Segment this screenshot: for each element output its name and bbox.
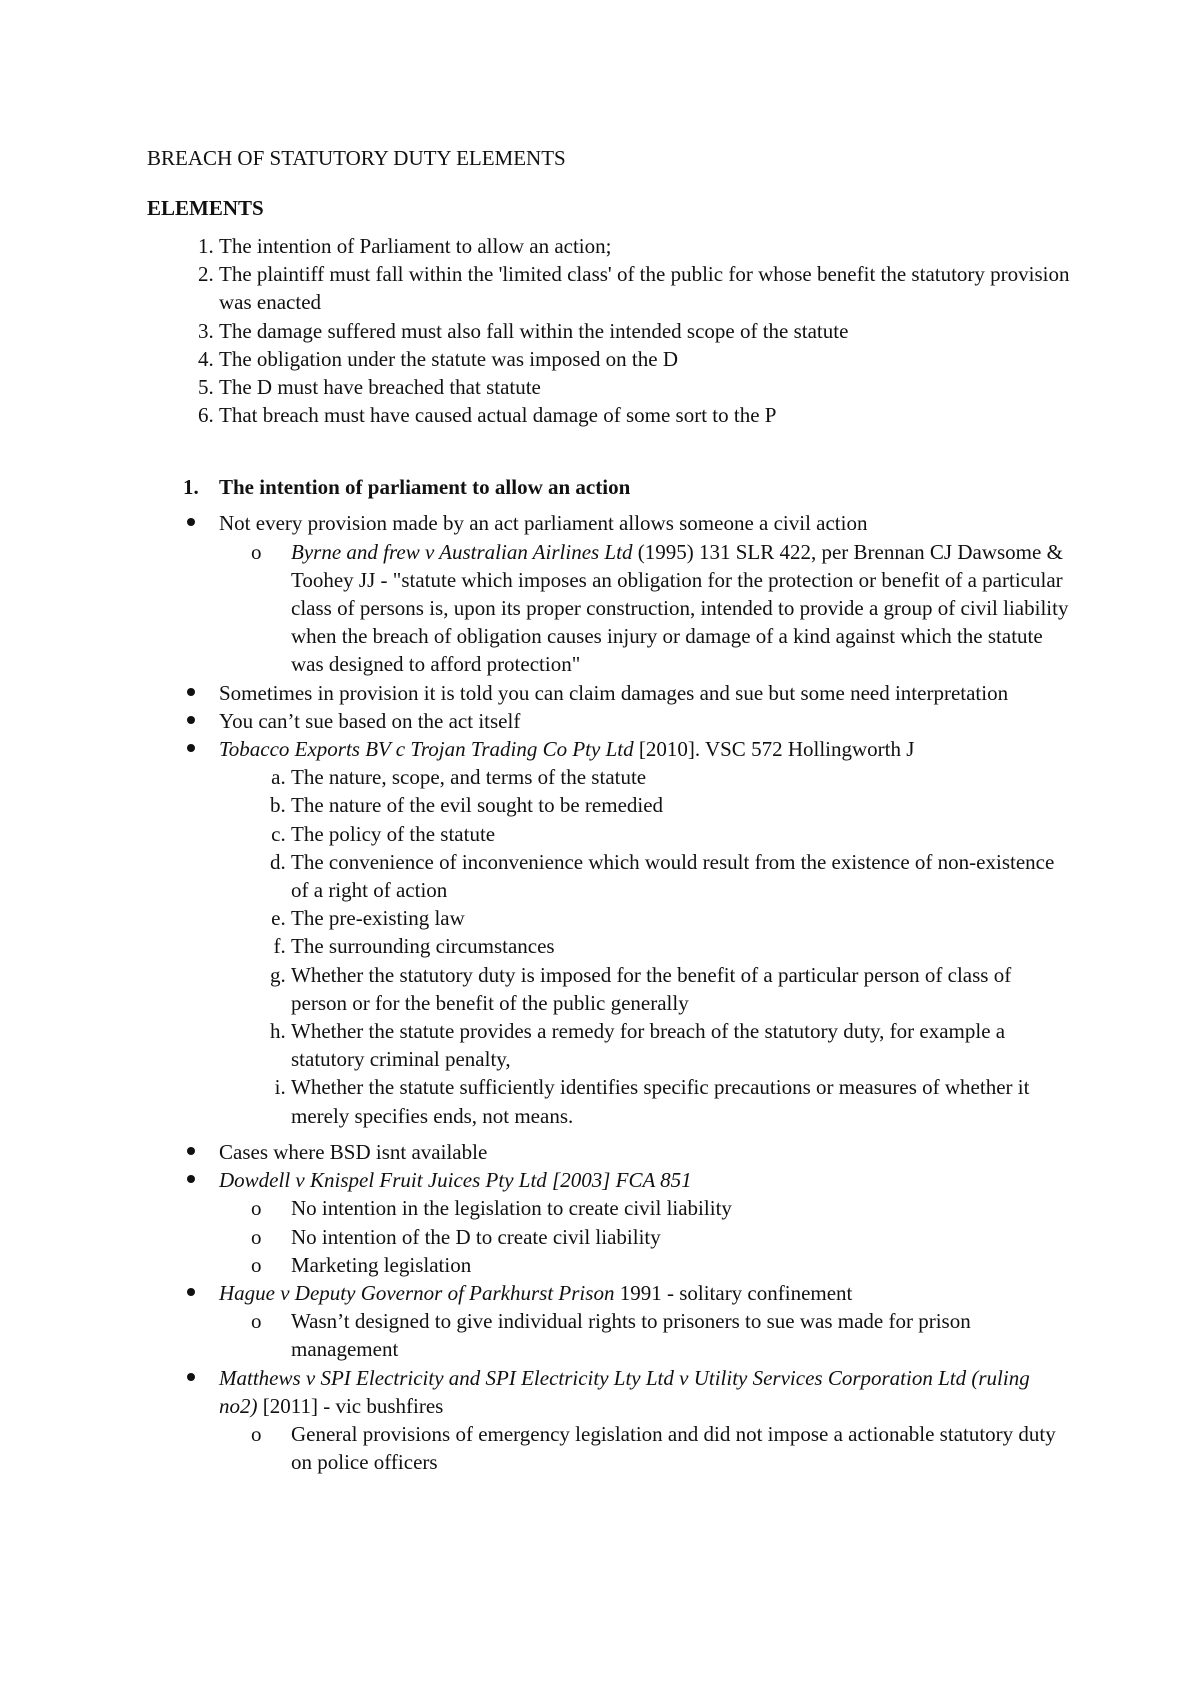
bullet-item [147,1166,1070,1279]
factor-item: d. The convenience of inconvenience which would result from the existence of non-existence of a right of action [291,848,1070,904]
list-item: 5. The D must have breached that statute [219,373,1070,401]
list-item: 2. The plaintiff must fall within the 'limited class' of the public for whose benefit the statutory provision was enacted [219,260,1070,316]
sub-bullet-item: o No intention of the D to create civil liability [219,1223,1070,1251]
section-1-heading [147,473,1070,501]
case-name: Tobacco Exports BV c Trojan Trading Co Pty Ltd [219,737,634,762]
section-1-bullets [147,509,1070,1476]
case-detail: [2011] - vic bushfires [257,1393,444,1418]
bullet-text: Not every provision made by an act parliament allows someone a civil action [219,511,868,536]
list-item: 3. The damage suffered must also fall within the intended scope of the statute [219,317,1070,345]
case-detail: 1991 - solitary confinement [614,1280,853,1305]
case-name: Matthews v SPI Electricity and SPI Electricity Lty Ltd v Utility Services Corporation Ltd (ruling no2) [219,1365,1030,1418]
factor-item: i. Whether the statute sufficiently identifies specific precautions or measures of whether it merely specifies ends, not means. [291,1073,1070,1129]
case-detail: (1995) 131 SLR 422, per Brennan CJ Dawsome & Toohey JJ - "statute which imposes an obligation for the protection or benefit of a particular class of persons is, upon its proper construction, intended to provide a group of civil liability when the breach of obligation causes injury or damage of a kind against which the statute was designed to afford protection" [291,539,1069,677]
bullet-item: You can’t sue based on the act itself [147,707,1070,735]
case-name: Hague v Deputy Governor of Parkhurst Prison [219,1280,615,1305]
case-detail: [2010]. VSC 572 Hollingworth J [633,737,915,762]
elements-list [147,232,1070,429]
sub-bullet-item: o No intention in the legislation to create civil liability [219,1194,1070,1222]
sub-bullet-item: o Marketing legislation [219,1251,1070,1279]
document-title: BREACH OF STATUTORY DUTY ELEMENTS [147,146,566,170]
list-item: 6. That breach must have caused actual damage of some sort to the P [219,401,1070,429]
sub-bullet-item [219,538,1070,679]
case-name: Dowdell v Knispel Fruit Juices Pty Ltd [2003] FCA 851 [219,1168,692,1193]
section-heading-text: The intention of parliament to allow an action [219,475,631,500]
bullet-item: Sometimes in provision it is told you can claim damages and sue but some need interpretation [147,679,1070,707]
factors-list [219,763,1070,1130]
bullet-item [147,509,1070,678]
list-item: 1. The intention of Parliament to allow an action; [219,232,1070,260]
sub-bullets [219,1307,1070,1363]
case-name: Byrne and frew v Australian Airlines Ltd [291,539,633,564]
sub-bullet-item: o General provisions of emergency legislation and did not impose a actionable statutory duty on police officers [219,1420,1070,1476]
bullet-item [147,1279,1070,1364]
bullet-item [147,1364,1070,1477]
list-item: 4. The obligation under the statute was imposed on the D [219,345,1070,373]
bullet-item [147,735,1070,1130]
factor-item: a. The nature, scope, and terms of the statute [291,763,1070,791]
bullet-item: Cases where BSD isnt available [147,1138,1070,1166]
factor-item: c. The policy of the statute [291,820,1070,848]
sub-bullets [219,1194,1070,1279]
sub-bullets [219,1420,1070,1476]
sub-bullets [219,538,1070,679]
sub-bullet-item: o Wasn’t designed to give individual rights to prisoners to sue was made for prison management [219,1307,1070,1363]
factor-item: f. The surrounding circumstances [291,932,1070,960]
factor-item: h. Whether the statute provides a remedy for breach of the statutory duty, for example a statutory criminal penalty, [291,1017,1070,1073]
factor-item: b. The nature of the evil sought to be remedied [291,791,1070,819]
elements-heading: ELEMENTS [147,196,264,220]
section-number: 1. [183,475,199,500]
factor-item: g. Whether the statutory duty is imposed for the benefit of a particular person of class of person or for the benefit of the public generally [291,961,1070,1017]
factor-item: e. The pre-existing law [291,904,1070,932]
